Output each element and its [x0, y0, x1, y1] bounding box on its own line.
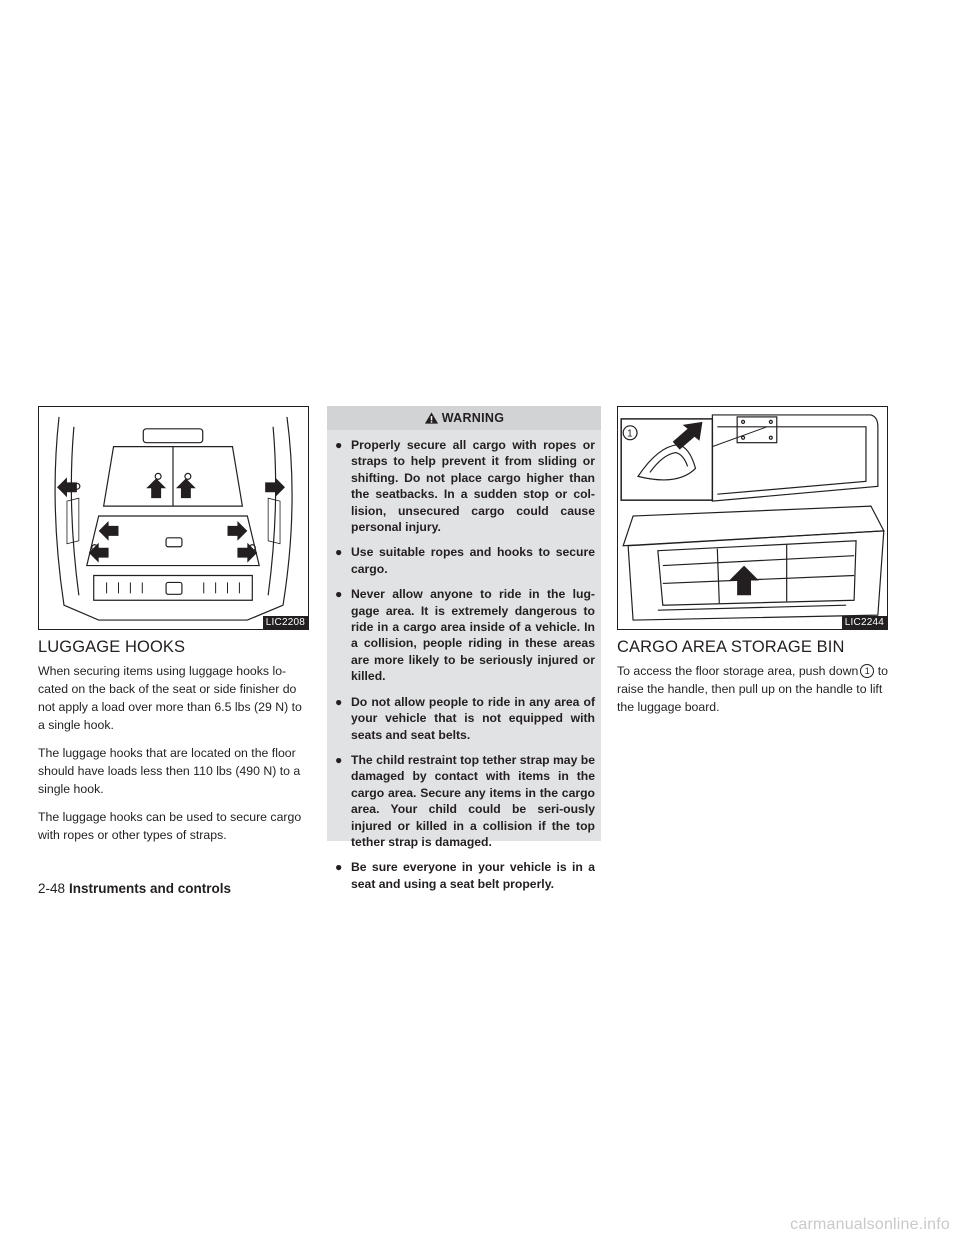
bullet: ● [335, 860, 343, 875]
callout-number: 1 [627, 428, 633, 440]
section-title: Instruments and controls [69, 881, 232, 896]
cargo-bin-body [617, 662, 892, 726]
cargo-area-drawing [39, 407, 308, 629]
warning-list [327, 430, 601, 892]
warning-box [327, 406, 601, 891]
warning-item [333, 586, 595, 684]
warning-item [333, 694, 595, 743]
hook-arrows [57, 477, 285, 562]
warning-item-text: Be sure everyone in your vehicle is in a seat and using a seat belt properly. [351, 860, 595, 891]
warning-item [333, 752, 595, 850]
page-number: 2-48 [38, 881, 66, 896]
bullet: ● [335, 438, 343, 452]
figure-code: LIC2244 [842, 616, 887, 629]
warning-item-text: Never allow anyone to ride in the lug-gage area. It is extremely dangerous to ride in a cargo area inside of a vehicle. In a collision, people riding in these areas are more likely to be seriously injured or killed. [351, 587, 595, 684]
warning-item [333, 859, 595, 892]
callout-1-icon: 1 [860, 664, 874, 678]
paragraph: The luggage hooks that are located on the floor should have loads less then 110 lbs (490 N) to a single hook. [38, 746, 301, 796]
page-footer [38, 881, 231, 896]
warning-item [333, 544, 595, 577]
warning-item-text: The child restraint top tether strap may be damaged by contact with items in the cargo area. Secure any items in the cargo area. Your child could be seri-ously injured or killed in a collision if the top tether strap is damaged. [351, 752, 595, 849]
warning-item-text: Do not allow people to ride in any area of your vehicle that is not equipped with seats and seat belts. [351, 694, 595, 742]
luggage-hooks-body [38, 662, 309, 854]
bullet: ● [335, 587, 343, 602]
cargo-bin-heading: CARGO AREA STORAGE BIN [617, 638, 845, 656]
text-part: To access the floor storage area, push down [617, 664, 859, 678]
warning-triangle-icon [424, 411, 439, 425]
figure-code: LIC2208 [263, 616, 308, 629]
paragraph: The luggage hooks can be used to secure cargo with ropes or other types of straps. [38, 810, 302, 842]
storage-bin-drawing [618, 407, 887, 629]
bullet: ● [335, 545, 343, 560]
text-part: to raise the handle, then pull up on the handle to lift the luggage board. [617, 664, 888, 714]
paragraph: When securing items using luggage hooks lo-cated on the back of the seat or side finisher do not apply a load over more than 6.5 lbs (29 N) to a single hook. [38, 664, 302, 732]
luggage-hooks-illustration [38, 406, 309, 630]
storage-bin-illustration [617, 406, 888, 630]
bullet: ● [335, 694, 343, 709]
warning-label: WARNING [441, 411, 505, 425]
bullet: ● [335, 752, 343, 767]
warning-item-text: Use suitable ropes and hooks to secure cargo. [351, 545, 595, 576]
watermark: carmanualsonline.info [790, 1216, 950, 1233]
warning-item [333, 437, 595, 535]
warning-item-text: Properly secure all cargo with ropes or straps to help prevent it from sliding or shifting. Do not place cargo higher than the seatbacks. In a sudden stop or col-lision, unsecured cargo could cause personal injury. [351, 438, 595, 535]
warning-title [327, 406, 601, 430]
luggage-hooks-heading: LUGGAGE HOOKS [38, 638, 186, 656]
paragraph [617, 662, 892, 716]
